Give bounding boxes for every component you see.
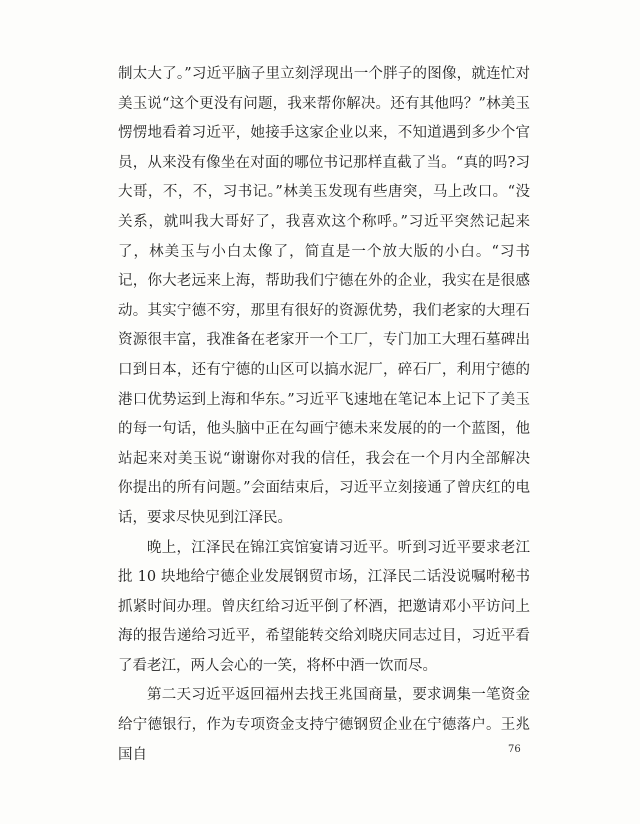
paragraph-2: 晚上，江泽民在锦江宾馆宴请习近平。听到习近平要求老江批 10 块地给宁德企业发展钢贸市场，江泽民二话没说嘱咐秘书抓紧时间办理。曾庆红给习近平倒了杯酒，把邀请邓小平访问上海的报告递给习近平，希望能转交给刘晓庆同志过目，习近平看了看老江，两人会心的一笑，将杯中酒一饮而尽。 (118, 539, 530, 674)
page-number: 76 (508, 744, 521, 755)
body-text (118, 60, 530, 770)
paragraph-1: 制太大了。”习近平脑子里立刻浮现出一个胖子的图像，就连忙对美玉说“这个更没有问题，我来帮你解决。还有其他吗？”林美玉愣愣地看着习近平，她接手这家企业以来，不知道遇到多少个官员，从来没有像坐在对面的哪位书记那样直截了当。“真的吗?习大哥，不，不，习书记。”林美玉发现有些唐突，马上改口。“没关系，就叫我大哥好了，我喜欢这个称呼。”习近平突然记起来了，林美玉与小白太像了，简直是一个放大版的小白。“习书记，你大老远来上海，帮助我们宁德在外的企业，我实在是很感动。其实宁德不穷，那里有很好的资源优势，我们老家的大理石资源很丰富，我准备在老家开一个工厂，专门加工大理石墓碑出口到日本，还有宁德的山区可以搞水泥厂，碎石厂，利用宁德的港口优势运到上海和华东。”习近平飞速地在笔记本上记下了美玉的每一句话，他头脑中正在勾画宁德未来发展的的一个蓝图，他站起来对美玉说“谢谢你对我的信任，我会在一个月内全部解决你提出的所有问题。”会面结束后，习近平立刻接通了曾庆红的电话，要求尽快见到江泽民。 (118, 66, 530, 526)
paragraph-3: 第二天习近平返回福州去找王兆国商量，要求调集一笔资金给宁德银行，作为专项资金支持宁德钢贸企业在宁德落户。王兆国自 (118, 687, 530, 763)
